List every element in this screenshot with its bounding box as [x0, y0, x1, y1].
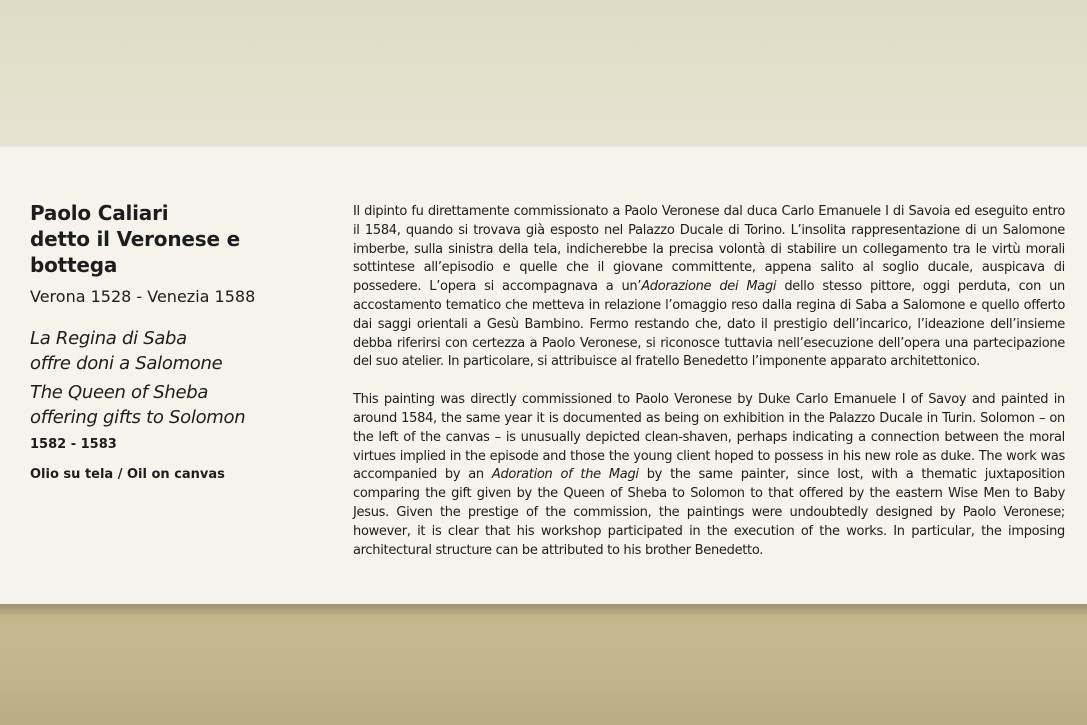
artist-name-line2: detto il Veronese e bottega: [30, 227, 240, 277]
artwork-title-italian: La Regina di Saba offre doni a Salomone: [30, 328, 223, 374]
wall-shadow-edge: [0, 604, 1087, 614]
description-english-emphasis: Adoration of the Magi: [491, 467, 639, 483]
description-english: [353, 391, 1065, 560]
description-english-part2: by the same painter, since lost, with a thematic juxtaposition comparing the gift given by the Queen of Sheba to Solomon to that offered by the eastern Wise Men to Baby Jesus. Given the prestige of the commission, the paintings were undoubtedly designed by Paolo Veronese; however, it is clear that his workshop participated in the execution of the works. In particular, the imposing architectural structure can be attributed to his brother Benedetto.: [353, 467, 1065, 558]
wall-background-top: [0, 0, 1087, 146]
artist-dates: Verona 1528 - Venezia 1588: [30, 287, 256, 306]
label-left-column: [30, 200, 330, 484]
artwork-title-english: The Queen of Sheba offering gifts to Solomon: [30, 382, 246, 428]
description-italian-part2: dello stesso pittore, oggi perduta, con un accostamento tematico che metteva in relazione l’omaggio reso dalla regina di Saba a Salomone e quello offerto dai saggi orientali a Gesù Bambino. Fermo restando che, dato il prestigio dell’incarico, l’ideazione dell’insieme debba riferirsi con certezza a Paolo Veronese, si riconosce tuttavia nell’esecuzione dell’opera una partecipazione del suo atelier. In particolare, si attribuisce al fratello Benedetto l’imponente apparato architettonico.: [353, 279, 1065, 370]
description-italian: [353, 203, 1065, 372]
label-description-column: [353, 203, 1065, 560]
artist-name-line1: Paolo Caliari: [30, 201, 169, 225]
artwork-medium: Olio su tela / Oil on canvas: [30, 467, 225, 482]
artist-name: [30, 200, 330, 278]
description-italian-part1: Il dipinto fu direttamente commissionato a Paolo Veronese dal duca Carlo Emanuele I di Savoia ed eseguito entro il 1584, quando si trovava già esposto nel Palazzo Ducale di Torino. L’insolita rappresentazione di un Salomone imberbe, sulla sinistra della tela, indicherebbe la precisa volontà di stabilire un collegamento tra le virtù morali sottintese all’episodio e quelle che il giovane committente, appena salito al soglio ducale, auspicava di possedere. L’opera si accompagnava a un’: [353, 204, 1065, 295]
museum-label-panel: [0, 146, 1087, 604]
wall-background-bottom: [0, 604, 1087, 725]
artwork-year: 1582 - 1583: [30, 437, 117, 452]
description-english-part1: This painting was directly commissioned to Paolo Veronese by Duke Carlo Emanuele I of Savoy and painted in around 1584, the same year it is documented as being on exhibition in the Palazzo Ducale in Turin. Solomon – on the left of the canvas – is unusually depicted clean-shaven, perhaps indicating a connection between the moral virtues implied in the episode and those the young client hoped to possess in his new role as duke. The work was accompanied by an: [353, 392, 1065, 483]
description-italian-emphasis: Adorazione dei Magi: [641, 279, 777, 295]
